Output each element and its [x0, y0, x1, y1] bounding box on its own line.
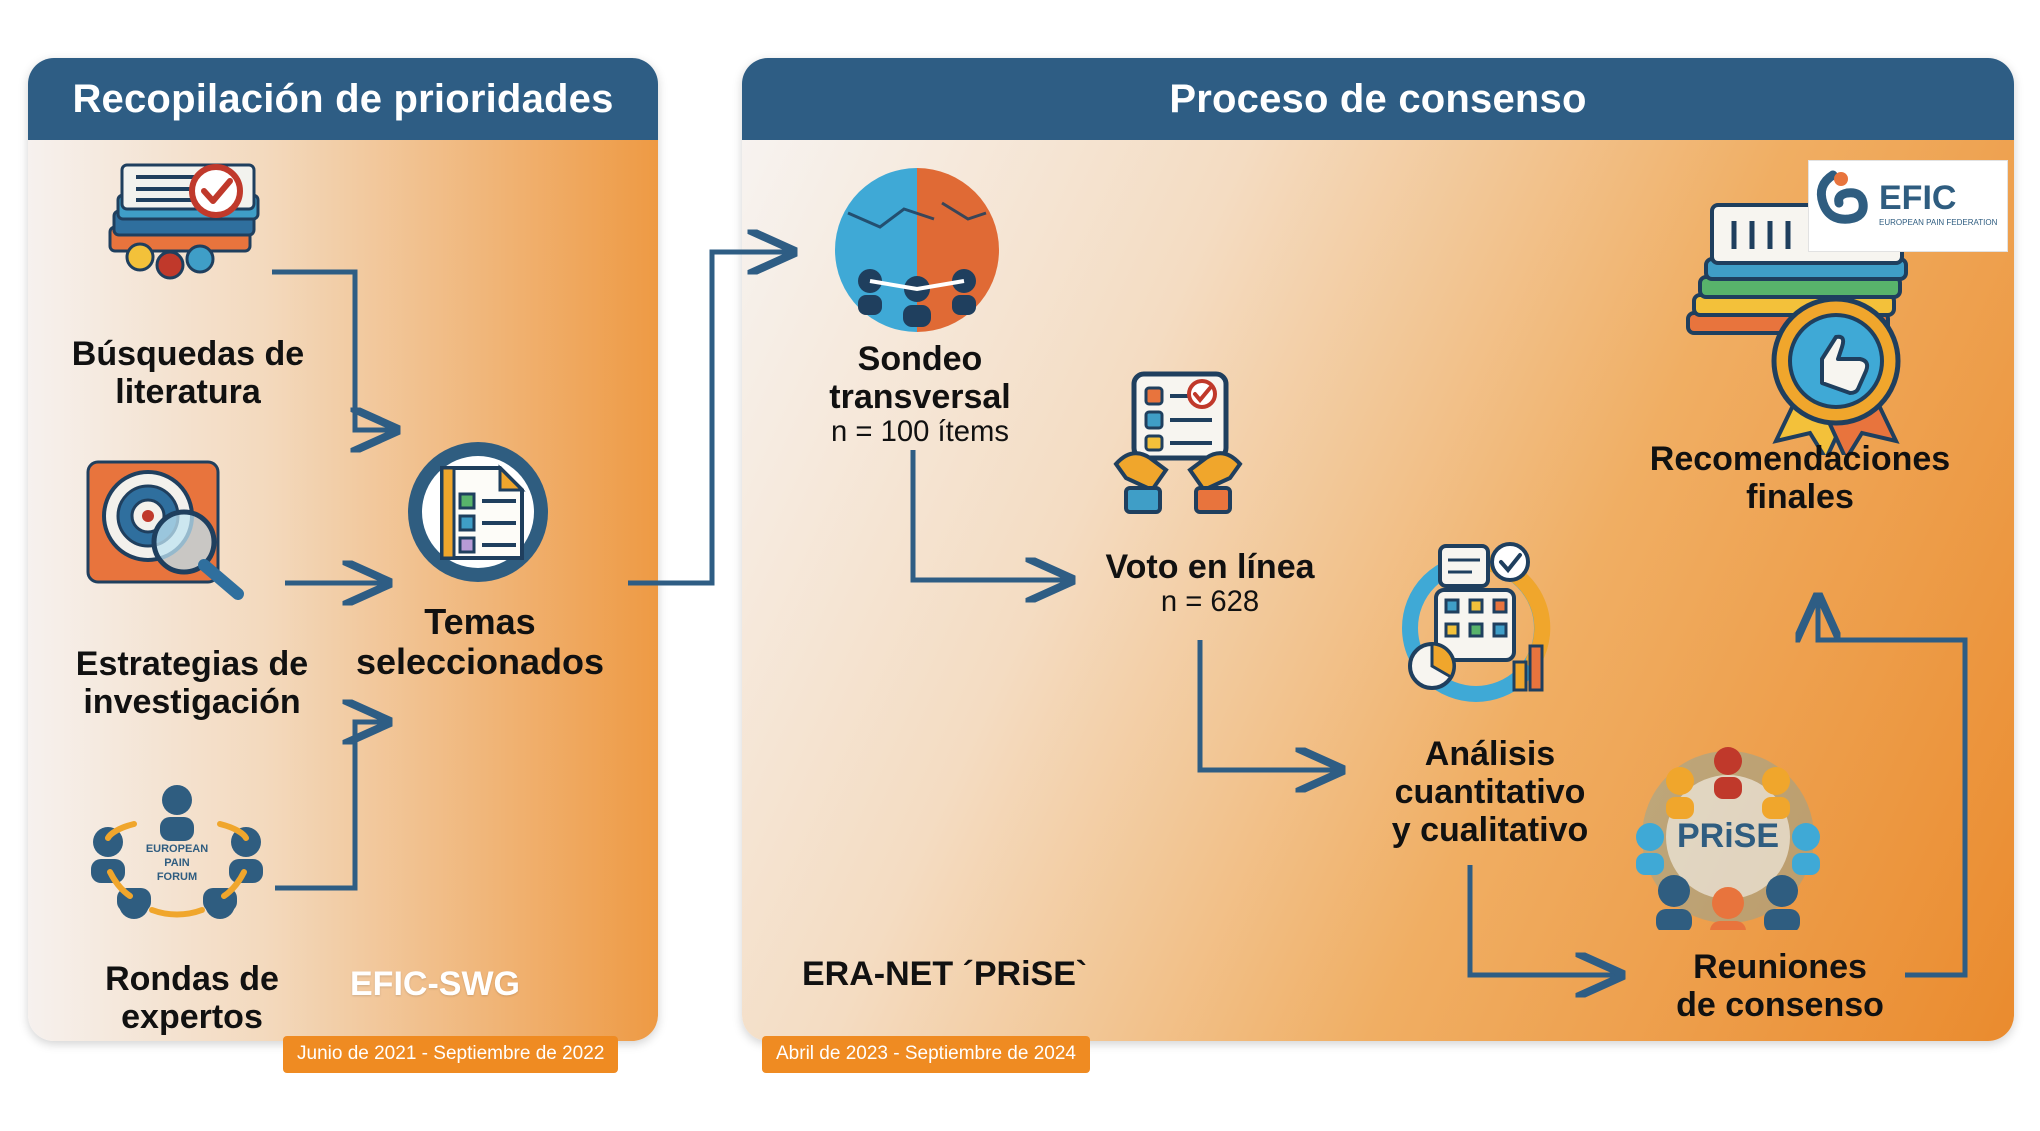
target-magnifier-icon	[76, 450, 266, 600]
epf-line3: FORUM	[156, 871, 198, 883]
label-consensus-meetings: Reuniones de consenso	[1676, 948, 1884, 1025]
prise-people-icon	[1628, 745, 1828, 930]
date-chip-right: Abril de 2023 - Septiembre de 2024	[762, 1036, 1090, 1073]
sub-survey: n = 100 ítems	[831, 416, 1009, 449]
analysis-charts-icon	[1388, 540, 1568, 710]
label-literature: Búsquedas de literatura	[71, 335, 305, 412]
label-expert-rounds: Rondas de expertos	[105, 960, 279, 1037]
label-selected-topics: Temas seleccionados	[355, 601, 605, 683]
european-pain-forum-icon	[82, 780, 272, 930]
checklist-circle-icon	[398, 432, 558, 592]
label-analysis: Análisis cuantitativo y cualitativo	[1391, 735, 1589, 850]
label-research-strategies: Estrategias de investigación	[75, 645, 309, 722]
sub-online-vote: n = 628	[1160, 586, 1260, 619]
phase-label-left: EFIC-SWG	[350, 965, 520, 1003]
documents-search-icon	[96, 155, 286, 305]
panel-left-title: Recopilación de prioridades	[28, 58, 658, 140]
epf-line2: PAIN	[164, 857, 190, 869]
global-survey-icon	[822, 165, 1012, 335]
label-final-recommendations: Recomendaciones finales	[1649, 440, 1951, 517]
efic-logo-subtext: EUROPEAN PAIN FEDERATION	[1879, 218, 1998, 227]
epf-line1: EUROPEAN	[145, 843, 209, 855]
efic-logo	[1808, 160, 2008, 252]
phase-label-right: ERA-NET ´PRiSE`	[802, 955, 1088, 993]
label-cross-sectional-survey: Sondeo transversal n = 100 ítems	[780, 340, 1060, 449]
efic-logo-text: EFIC	[1879, 179, 1957, 217]
online-ballot-icon	[1098, 360, 1258, 520]
prise-logo-text: PRiSE	[1676, 817, 1780, 855]
panel-right-title: Proceso de consenso	[742, 58, 2014, 140]
date-chip-left: Junio de 2021 - Septiembre de 2022	[283, 1036, 618, 1073]
label-online-vote: Voto en línea n = 628	[1080, 548, 1340, 619]
